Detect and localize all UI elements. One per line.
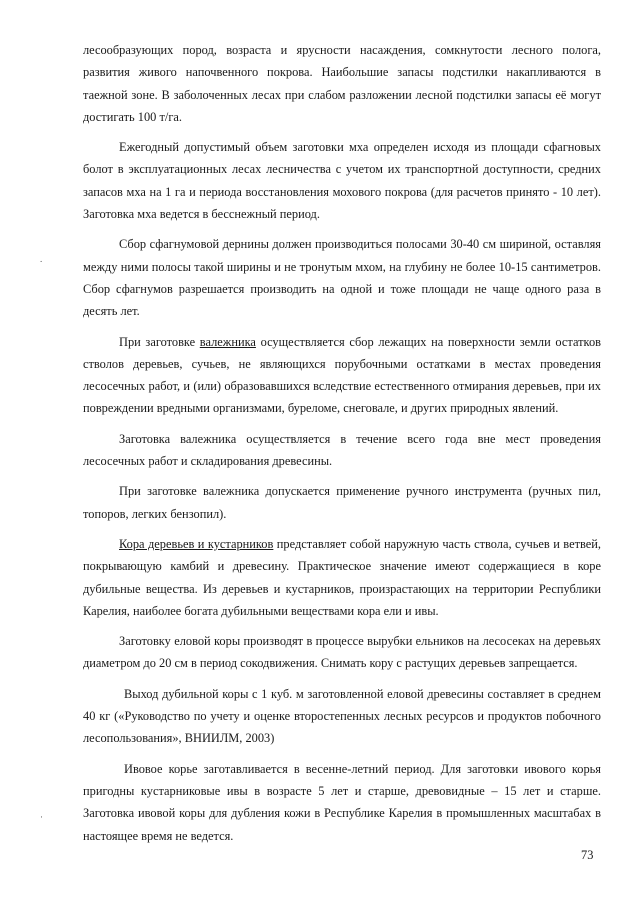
paragraph-spruce-bark: Заготовку еловой коры производят в процессе вырубки ельников на лесосеках на деревьях диаметром до 20 см в период сокодвижения. Снимать кору с растущих деревьев запрещается.	[83, 634, 601, 671]
page-text	[83, 39, 601, 855]
paragraph-bark-definition	[83, 533, 601, 622]
paragraph-sphagnum-collection: Сбор сфагнумовой дернины должен производиться полосами 30-40 см шириной, оставляя между ними полосы такой ширины и не тронутым мхом, на глубину не более 10-15 сантиметров. Сбор сфагнумов разрешается производить на одной и тоже площади не чаще одного раза в десять лет.	[83, 237, 601, 319]
paragraph-deadwood-season: Заготовка валежника осуществляется в течение всего года вне мест проведения лесосечных работ и складирования древесины.	[83, 431, 601, 469]
bark-term: Кора деревьев и кустарников	[119, 536, 274, 551]
paragraph-willow-bark: Ивовое корье заготавливается в весенне-летний период. Для заготовки ивового корья пригодны кустарниковые ивы в возрасте 5 лет и старше, древовидные – 15 лет и старше. Заготовка ивовой коры для дубления кожи в Республике Карелия в промышленных масштабах в настоящее время не ведется.	[83, 761, 601, 843]
page-number: 73	[581, 848, 594, 862]
paragraph-deadwood-definition	[83, 331, 601, 420]
paragraph-litter-reserves: лесообразующих пород, возраста и ярусности насаждения, сомкнутости лесного полога, развития живого напочвенного покрова. Наибольшие запасы подстилки накапливаются в таежной зоне. В заболоченных лесах при слабом разложении лесной подстилки запасы её могут достигать 100 т/га.	[83, 43, 601, 124]
deadwood-body: осуществляется сбор лежащих на поверхности земли остатков стволов деревьев, сучьев, не являющихся порубочными остатками в местах проведения лесосечных работ, и (или) образовавшихся вследствие естественного отмирания деревьев, при их повреждении вредными организмами, буреломе, снеговале, и других природных явлений.	[83, 334, 601, 416]
paragraph-deadwood-tools: При заготовке валежника допускается применение ручного инструмента (ручных пил, топоров, легких бензопил).	[83, 484, 601, 521]
deadwood-intro: При заготовке	[119, 334, 200, 349]
scan-speck: .	[40, 254, 43, 264]
paragraph-tannin-yield: Выход дубильной коры с 1 куб. м заготовленной еловой древесины составляет в среднем 40 кг («Руководство по учету и оценке второстепенных лесных ресурсов и продуктов побочного лесопользования», ВНИИЛМ, 2003)	[83, 686, 601, 746]
deadwood-term: валежника	[199, 334, 256, 349]
scan-speck: ·	[40, 812, 43, 822]
bark-body: представляет собой наружную часть ствола, сучьев и ветвей, покрывающую камбий и древесину. Практическое значение имеют содержащиеся в коре дубильные вещества. Из деревьев и кустарников, произрастающих на территории Республики Карелия, наиболее богата дубильными веществами кора ели и ивы.	[83, 536, 601, 618]
paragraph-moss-harvest-volume: Ежегодный допустимый объем заготовки мха определен исходя из площади сфагновых болот в эксплуатационных лесах лесничества с учетом их транспортной доступности, средних запасов мха на 1 га и периода восстановления мохового покрова (для расчетов принято - 10 лет). Заготовка мха ведется в бесснежный период.	[83, 140, 601, 222]
